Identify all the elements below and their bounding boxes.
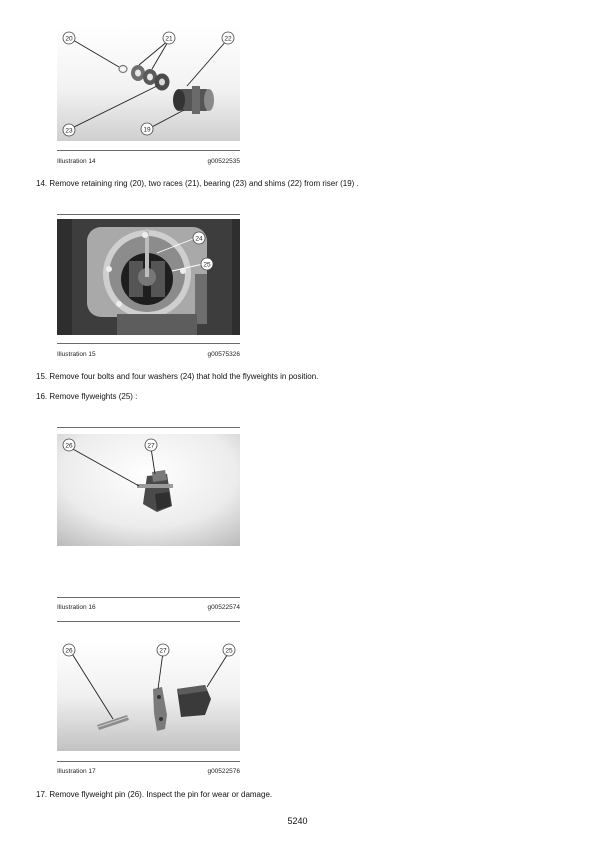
callout-27b-label: 27 (159, 647, 167, 655)
illustration-16-number: Illustration 16 (57, 604, 96, 611)
callout-20-label: 20 (65, 35, 73, 43)
illustration-16-rule (57, 597, 240, 598)
callout-25-label: 25 (203, 261, 211, 269)
step-17: 17. Remove flyweight pin (26). Inspect the pin for wear or damage. (36, 790, 273, 799)
illustration-15-top-rule (57, 214, 240, 215)
illustration-16-code: g00522574 (207, 604, 240, 611)
step-14: 14. Remove retaining ring (20), two races (21), bearing (23) and shims (22) from riser (19) . (36, 179, 359, 188)
callout-23-label: 23 (65, 127, 73, 135)
illustration-17-top-rule (57, 621, 240, 622)
step-15: 15. Remove four bolts and four washers (24) that hold the flyweights in position. (36, 372, 319, 381)
illustration-16-top-rule (57, 427, 240, 428)
callout-22-label: 22 (224, 35, 232, 43)
illustration-17-number: Illustration 17 (57, 768, 96, 775)
illustration-17-rule (57, 761, 240, 762)
illustration-14-photo (57, 26, 240, 141)
illustration-14-number: Illustration 14 (57, 158, 96, 165)
callout-25b-label: 25 (225, 647, 233, 655)
illustration-15-number: Illustration 15 (57, 351, 96, 358)
illustration-14-rule (57, 150, 240, 151)
illustration-14-code: g00522535 (207, 158, 240, 165)
callout-21-label: 21 (165, 35, 173, 43)
illustration-17-code: g00522576 (207, 768, 240, 775)
illustration-15-rule (57, 343, 240, 344)
callout-26b-label: 26 (65, 647, 73, 655)
callout-24-label: 24 (195, 235, 203, 243)
page-number: 5240 (287, 816, 308, 826)
callout-19-label: 19 (143, 126, 151, 134)
callout-26-label: 26 (65, 442, 73, 450)
callout-27-label: 27 (147, 442, 155, 450)
illustration-16-photo (57, 434, 240, 546)
illustration-15-code: g00575326 (207, 351, 240, 358)
illustration-15-photo (57, 219, 240, 335)
step-16: 16. Remove flyweights (25) : (36, 392, 138, 401)
illustration-17-photo (57, 641, 240, 751)
